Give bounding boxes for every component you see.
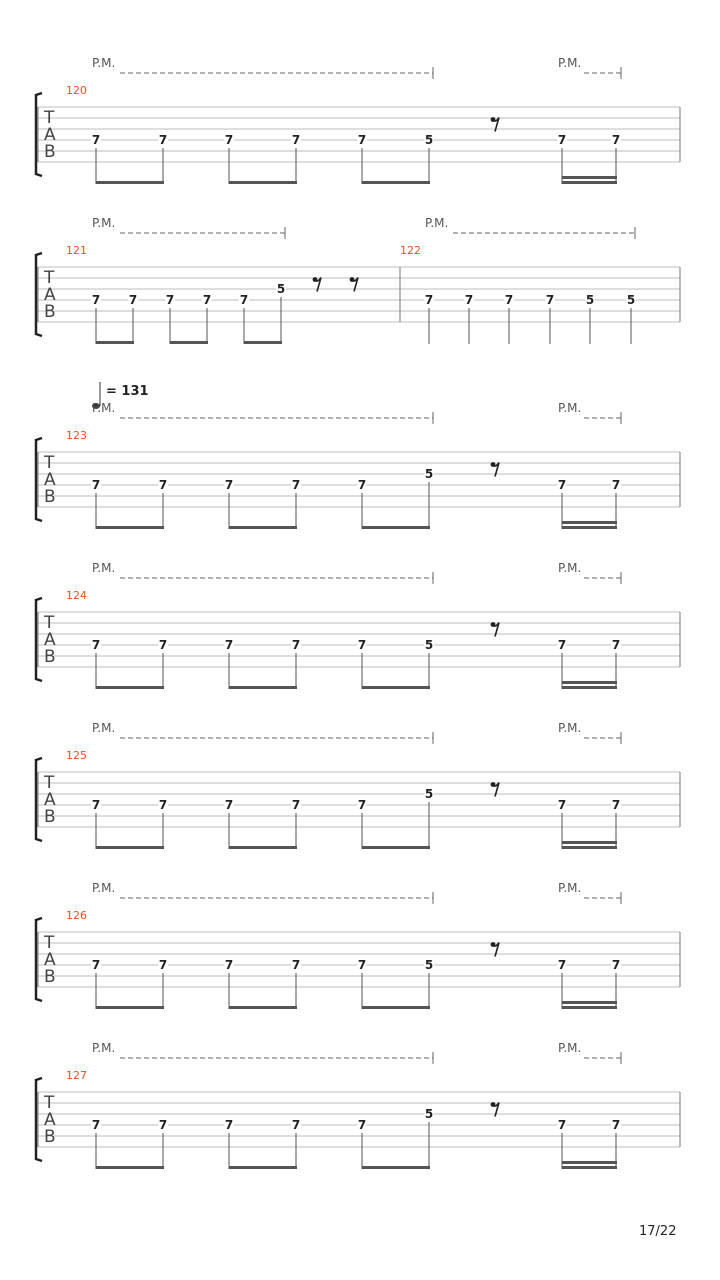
fret-number: 7 (357, 798, 367, 812)
fret-number: 7 (611, 1118, 621, 1132)
measure-number: 124 (66, 589, 87, 602)
tab-clef-letter: T (44, 453, 55, 473)
fret-number: 7 (611, 133, 621, 147)
note-beam (96, 846, 164, 849)
fret-number: 7 (545, 293, 555, 307)
fret-number: 7 (91, 478, 101, 492)
palm-mute-label: P.M. (92, 1041, 116, 1055)
note-beam (562, 1166, 617, 1169)
fret-number: 7 (557, 133, 567, 147)
fret-number: 7 (557, 1118, 567, 1132)
tab-clef-letter: B (44, 967, 56, 987)
fret-number: 7 (91, 133, 101, 147)
fret-number: 5 (585, 293, 595, 307)
fret-number: 5 (626, 293, 636, 307)
fret-number: 7 (557, 478, 567, 492)
fret-number: 7 (291, 133, 301, 147)
fret-number: 5 (424, 133, 434, 147)
fret-number: 7 (158, 638, 168, 652)
tab-clef-letter: T (44, 933, 55, 953)
measure-122 (400, 244, 636, 344)
note-beam (229, 846, 297, 849)
tab-clef-letter: B (44, 487, 56, 507)
tab-system (36, 56, 680, 184)
fret-number: 7 (557, 798, 567, 812)
fret-number: 7 (158, 478, 168, 492)
fret-number: 7 (357, 1118, 367, 1132)
tab-clef-letter: A (44, 125, 56, 145)
note-beam (562, 846, 617, 849)
note-beam (96, 526, 164, 529)
note-beam (96, 181, 164, 184)
fret-number: 7 (91, 798, 101, 812)
note-beam (562, 681, 617, 684)
palm-mute-label: P.M. (558, 561, 582, 575)
measure-123 (66, 429, 621, 529)
fret-number: 7 (611, 958, 621, 972)
measure-number: 127 (66, 1069, 87, 1082)
fret-number: 7 (464, 293, 474, 307)
system-bracket (36, 253, 42, 336)
tab-clef-letter: T (44, 773, 55, 793)
fret-number: 7 (557, 958, 567, 972)
fret-number: 7 (224, 133, 234, 147)
fret-number: 7 (611, 798, 621, 812)
note-beam (562, 841, 617, 844)
measure-number: 120 (66, 84, 87, 97)
fret-number: 7 (224, 638, 234, 652)
palm-mute-label: P.M. (92, 721, 116, 735)
fret-number: 7 (202, 293, 212, 307)
note-beam (362, 1006, 430, 1009)
fret-number: 7 (91, 638, 101, 652)
fret-number: 7 (357, 133, 367, 147)
note-beam (229, 181, 297, 184)
tab-system (36, 401, 680, 529)
fret-number: 7 (291, 1118, 301, 1132)
note-beam (562, 181, 617, 184)
fret-number: 7 (91, 958, 101, 972)
fret-number: 5 (276, 282, 286, 296)
measure-125 (66, 749, 621, 849)
fret-number: 7 (165, 293, 175, 307)
fret-number: 7 (504, 293, 514, 307)
fret-number: 7 (239, 293, 249, 307)
note-beam (562, 176, 617, 179)
fret-number: 7 (424, 293, 434, 307)
palm-mute-label: P.M. (558, 881, 582, 895)
note-beam (229, 1006, 297, 1009)
note-beam (562, 521, 617, 524)
measure-number: 121 (66, 244, 87, 257)
note-beam (362, 846, 430, 849)
fret-number: 5 (424, 467, 434, 481)
note-beam (362, 526, 430, 529)
fret-number: 5 (424, 958, 434, 972)
note-beam (562, 526, 617, 529)
fret-number: 7 (224, 1118, 234, 1132)
system-bracket (36, 1078, 42, 1161)
fret-number: 7 (128, 293, 138, 307)
note-beam (229, 1166, 297, 1169)
palm-mute-label: P.M. (92, 216, 116, 230)
measure-124 (66, 589, 621, 689)
tab-clef-letter: T (44, 1093, 55, 1113)
palm-mute-label: P.M. (558, 401, 582, 415)
palm-mute-label: P.M. (92, 561, 116, 575)
tab-clef-letter: A (44, 285, 56, 305)
note-beam (562, 1001, 617, 1004)
fret-number: 7 (224, 958, 234, 972)
measure-number: 123 (66, 429, 87, 442)
fret-number: 7 (158, 958, 168, 972)
tab-clef-letter: A (44, 950, 56, 970)
palm-mute-label: P.M. (558, 1041, 582, 1055)
measure-number: 125 (66, 749, 87, 762)
tab-system (36, 721, 680, 849)
fret-number: 7 (357, 638, 367, 652)
fret-number: 7 (224, 798, 234, 812)
note-beam (362, 686, 430, 689)
note-beam (96, 686, 164, 689)
tab-clef-letter: A (44, 1110, 56, 1130)
palm-mute-label: P.M. (558, 721, 582, 735)
tab-system (36, 1041, 680, 1169)
note-beam (96, 341, 134, 344)
tab-clef-letter: B (44, 1127, 56, 1147)
note-beam (96, 1166, 164, 1169)
fret-number: 7 (91, 1118, 101, 1132)
fret-number: 7 (357, 478, 367, 492)
note-beam (362, 1166, 430, 1169)
note-beam (229, 526, 297, 529)
fret-number: 7 (158, 1118, 168, 1132)
system-bracket (36, 438, 42, 521)
tempo-value: = 131 (106, 384, 149, 399)
palm-mute-label: P.M. (425, 216, 449, 230)
tab-clef-letter: A (44, 470, 56, 490)
note-beam (229, 686, 297, 689)
system-bracket (36, 758, 42, 841)
tab-clef-letter: B (44, 142, 56, 162)
fret-number: 7 (291, 798, 301, 812)
fret-number: 7 (224, 478, 234, 492)
note-beam (562, 1006, 617, 1009)
fret-number: 5 (424, 1107, 434, 1121)
fret-number: 7 (158, 798, 168, 812)
note-beam (96, 1006, 164, 1009)
tab-clef-letter: T (44, 268, 55, 288)
tab-clef-letter: B (44, 647, 56, 667)
measure-121 (66, 244, 358, 344)
palm-mute-label: P.M. (92, 56, 116, 70)
fret-number: 5 (424, 787, 434, 801)
measure-number: 126 (66, 909, 87, 922)
measure-126 (66, 909, 621, 1009)
measure-127 (66, 1069, 621, 1169)
tab-system (36, 216, 680, 344)
tab-system (36, 881, 680, 1009)
palm-mute-label: P.M. (92, 881, 116, 895)
fret-number: 7 (611, 638, 621, 652)
note-beam (562, 686, 617, 689)
note-beam (244, 341, 282, 344)
tab-clef-letter: B (44, 807, 56, 827)
fret-number: 7 (291, 478, 301, 492)
fret-number: 7 (91, 293, 101, 307)
palm-mute-label: P.M. (558, 56, 582, 70)
fret-number: 7 (158, 133, 168, 147)
measure-number: 122 (400, 244, 421, 257)
fret-number: 7 (357, 958, 367, 972)
tab-clef-letter: A (44, 630, 56, 650)
note-beam (170, 341, 208, 344)
fret-number: 7 (611, 478, 621, 492)
system-bracket (36, 93, 42, 176)
tab-clef-letter: T (44, 613, 55, 633)
fret-number: 7 (291, 638, 301, 652)
fret-number: 7 (557, 638, 567, 652)
note-beam (562, 1161, 617, 1164)
system-bracket (36, 918, 42, 1001)
fret-number: 7 (291, 958, 301, 972)
system-bracket (36, 598, 42, 681)
tab-system (36, 561, 680, 689)
page-number: 17/22 (639, 1224, 677, 1239)
measure-120 (66, 84, 621, 184)
tab-clef-letter: A (44, 790, 56, 810)
palm-mute-label: P.M. (92, 401, 116, 415)
tab-clef-letter: B (44, 302, 56, 322)
fret-number: 5 (424, 638, 434, 652)
tab-clef-letter: T (44, 108, 55, 128)
note-beam (362, 181, 430, 184)
